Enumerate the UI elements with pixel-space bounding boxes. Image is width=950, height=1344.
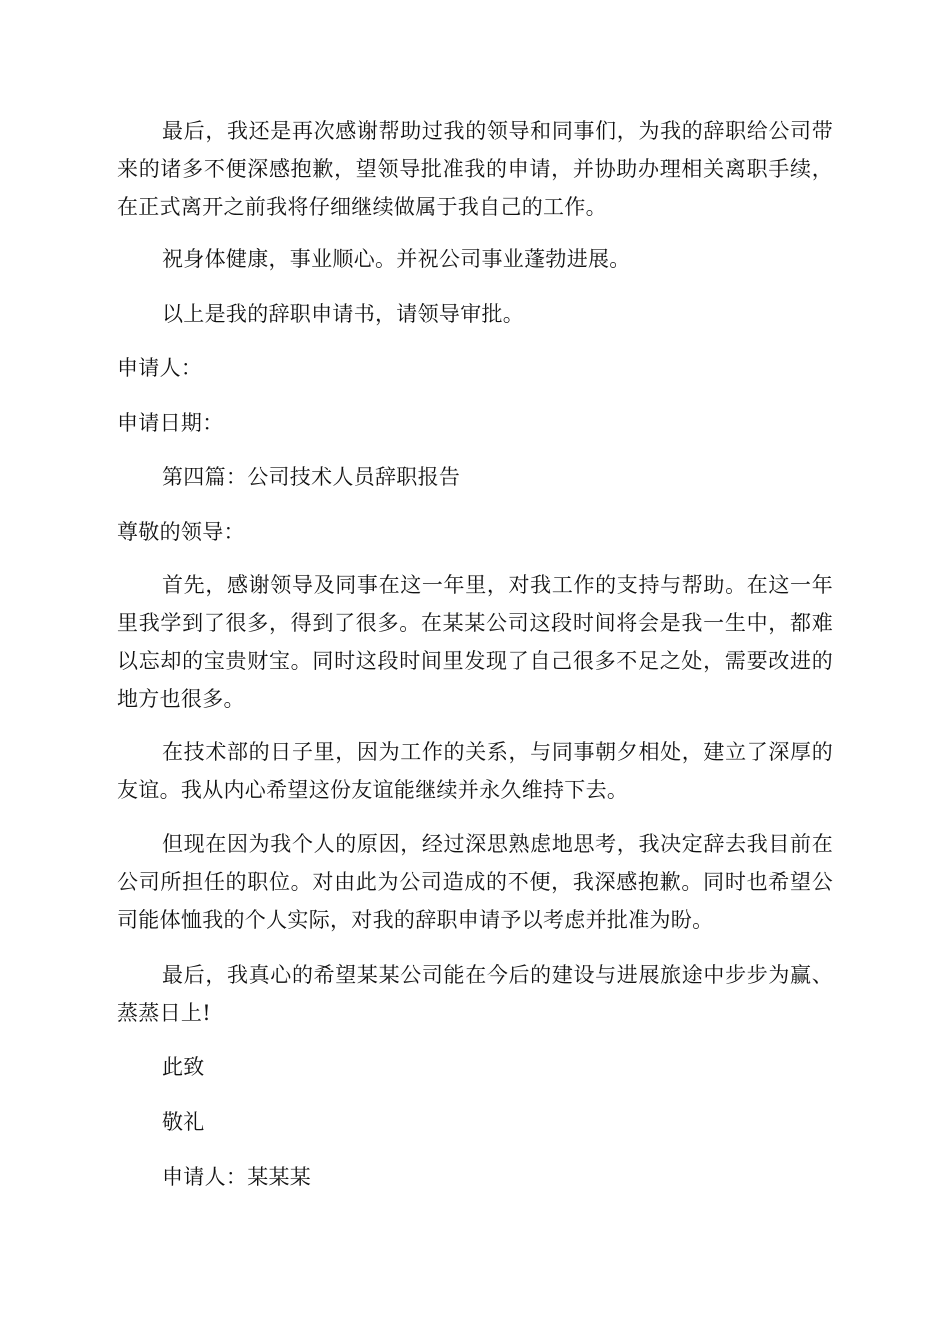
wishes-paragraph: 祝身体健康，事业顺心。并祝公司事业蓬勃进展。 [162, 247, 631, 271]
friendship-paragraph: 在技术部的日子里，因为工作的关系，与同事朝夕相处，建立了深厚的友谊。我从内心希望这份友谊能继续并永久维持下去。 [117, 740, 833, 802]
closing-phrase: 此致 [162, 1055, 205, 1079]
application-date-label: 申请日期： [117, 411, 224, 435]
salutation: 尊敬的领导： [117, 520, 245, 544]
closing-thanks-paragraph: 最后，我还是再次感谢帮助过我的领导和同事们，为我的辞职给公司带来的诸多不便深感抱歉，望领导批准我的申请，并协助办理相关离职手续，在正式离开之前我将仔细继续做属于我自己的工作。 [117, 119, 833, 219]
applicant-label: 申请人： [117, 356, 203, 380]
gratitude-paragraph: 首先，感谢领导及同事在这一年里，对我工作的支持与帮助。在这一年里我学到了很多，得到了很多。在某某公司这段时间将会是我一生中，都难以忘却的宝贵财宝。同时这段时间里发现了自己很多不足之处，需要改进的地方也很多。 [117, 573, 833, 711]
approval-request-paragraph: 以上是我的辞职申请书，请领导审批。 [162, 302, 525, 326]
resignation-reason-paragraph: 但现在因为我个人的原因，经过深思熟虑地思考，我决定辞去我目前在公司所担任的职位。对由此为公司造成的不便，我深感抱歉。同时也希望公司能体恤我的个人实际，对我的辞职申请予以考虑并批准为盼。 [117, 832, 833, 932]
final-wishes-paragraph: 最后，我真心的希望某某公司能在今后的建设与进展旅途中步步为赢、蒸蒸日上! [117, 963, 833, 1025]
regards-phrase: 敬礼 [162, 1110, 205, 1134]
applicant-signature: 申请人：某某某 [162, 1165, 312, 1189]
section-heading: 第四篇：公司技术人员辞职报告 [162, 465, 461, 489]
